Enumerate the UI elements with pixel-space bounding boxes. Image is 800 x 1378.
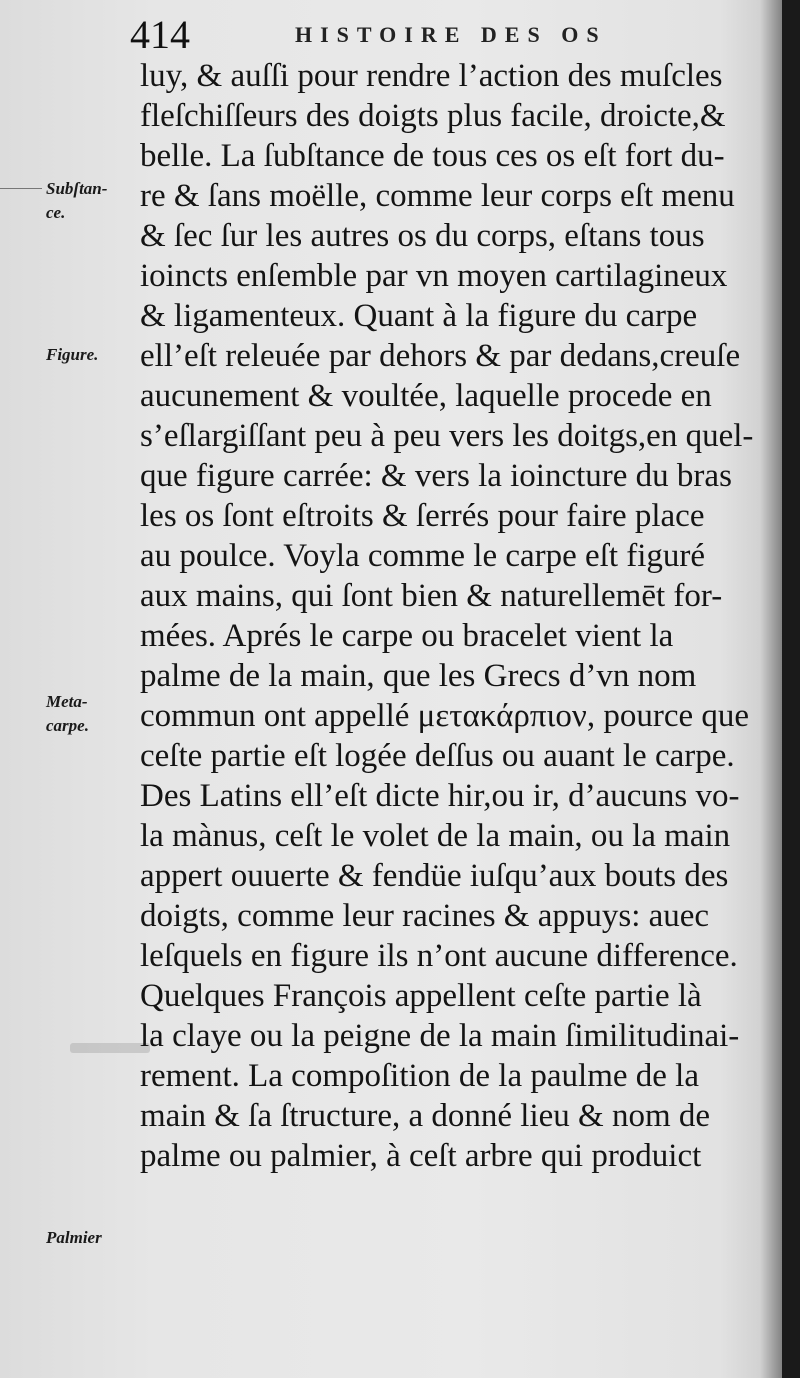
text-line: s’eſlargiſſant peu à peu vers les doitgs,en quel- xyxy=(140,418,754,454)
margin-note-figure xyxy=(46,343,136,367)
text-line: re & ſans moëlle, comme leur corps eſt menu xyxy=(140,178,735,214)
text-line: palme de la main, que les Grecs d’vn nom xyxy=(140,658,697,694)
text-line: la claye ou la peigne de la main ſimilitudinai- xyxy=(140,1018,740,1054)
text-line: les os ſont eſtroits & ſerrés pour faire place xyxy=(140,498,705,534)
margin-note-metacarpe xyxy=(46,690,136,738)
margin-note-palmier xyxy=(46,1226,136,1250)
body-text xyxy=(140,56,770,1176)
text-line: leſquels en figure ils n’ont aucune difference. xyxy=(140,938,738,974)
margin-note-substance xyxy=(46,177,136,225)
text-line: doigts, comme leur racines & appuys: auec xyxy=(140,898,710,934)
text-line: aux mains, qui ſont bien & naturellemēt for- xyxy=(140,578,723,614)
text-line: main & ſa ſtructure, a donné lieu & nom de xyxy=(140,1098,711,1134)
text-line: ell’eſt releuée par dehors & par dedans,creuſe xyxy=(140,338,741,374)
margin-note-line: Subſtan- xyxy=(46,179,108,198)
page-number: 414 xyxy=(130,12,190,57)
text-line: & ſec ſur les autres os du corps, eſtans tous xyxy=(140,218,705,254)
text-line: luy, & auſſi pour rendre l’action des muſcles xyxy=(140,58,723,94)
text-line: Quelques François appellent ceſte partie là xyxy=(140,978,702,1014)
text-line: Des Latins ell’eſt dicte hir,ou ir, d’aucuns vo- xyxy=(140,778,740,814)
text-line: palme ou palmier, à ceſt arbre qui produict xyxy=(140,1138,702,1174)
text-line: rement. La compoſition de la paulme de la xyxy=(140,1058,699,1094)
text-line: ceſte partie eſt logée deſſus ou auant le carpe. xyxy=(140,738,735,774)
margin-note-line: carpe. xyxy=(46,716,89,735)
page-header xyxy=(130,10,770,60)
text-line: & ligamenteux. Quant à la figure du carpe xyxy=(140,298,698,334)
text-line: la mànus, ceſt le volet de la main, ou la main xyxy=(140,818,731,854)
margin-note-line: Figure. xyxy=(46,345,99,364)
text-line: belle. La ſubſtance de tous ces os eſt fort du- xyxy=(140,138,725,174)
text-line: que figure carrée: & vers la ioincture du bras xyxy=(140,458,732,494)
text-line: au poulce. Voyla comme le carpe eſt figuré xyxy=(140,538,706,574)
text-line: commun ont appellé μετακάρπιον, pource que xyxy=(140,698,750,734)
margin-note-line: Palmier xyxy=(46,1228,102,1247)
margin-note-line: Meta- xyxy=(46,692,88,711)
bleed-through-mark xyxy=(70,1043,150,1053)
text-line: mées. Aprés le carpe ou bracelet vient la xyxy=(140,618,674,654)
margin-rule-mark xyxy=(0,188,42,189)
text-line: fleſchiſſeurs des doigts plus facile, droicte,& xyxy=(140,98,726,134)
margin-note-line: ce. xyxy=(46,203,66,222)
text-line: appert ouuerte & fendüe iuſqu’aux bouts des xyxy=(140,858,729,894)
text-line: aucunement & voultée, laquelle procede en xyxy=(140,378,712,414)
running-head: HISTOIRE DES OS xyxy=(295,22,607,47)
text-line: ioincts enſemble par vn moyen cartilagineux xyxy=(140,258,728,294)
